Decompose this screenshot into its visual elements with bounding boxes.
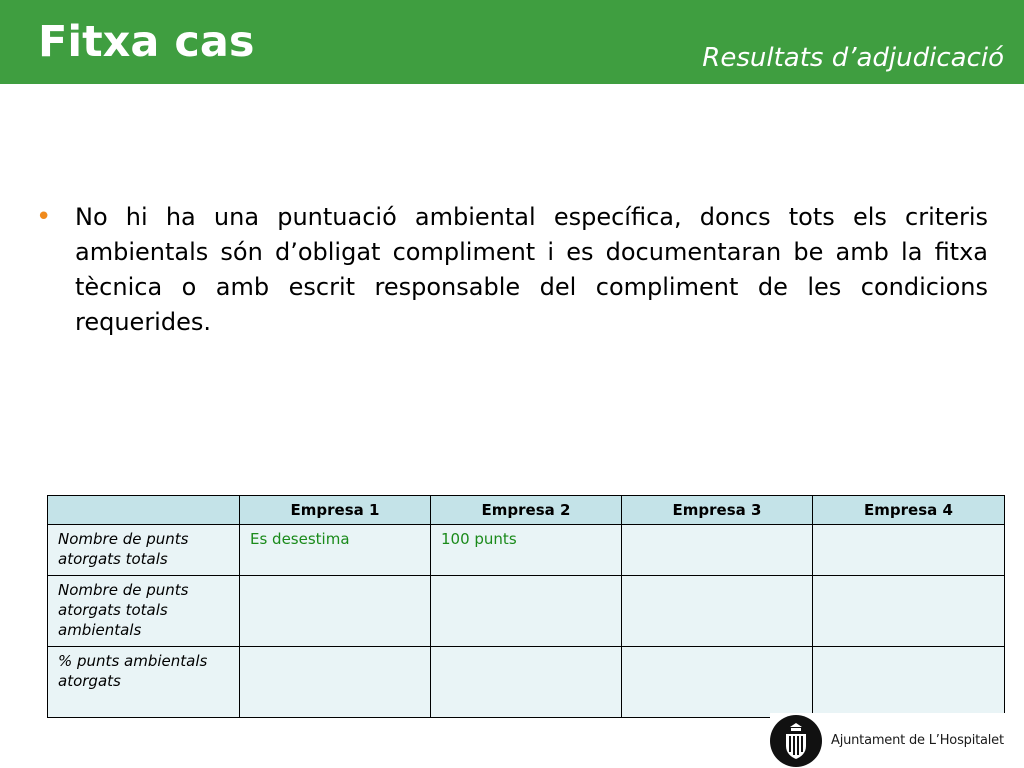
column-header: Empresa 2 [431, 496, 622, 525]
table-cell [813, 525, 1005, 576]
table-cell [813, 647, 1005, 718]
row-label: % punts ambientals atorgats [48, 647, 240, 718]
table-cell [813, 576, 1005, 647]
page-subtitle: Resultats d’adjudicació [702, 43, 1004, 73]
table-header-row [48, 496, 1005, 525]
table-cell [622, 525, 813, 576]
bullet-item [36, 200, 988, 340]
table-row [48, 647, 1005, 718]
table-cell [622, 647, 813, 718]
table-cell [431, 647, 622, 718]
council-name: Ajuntament de L’Hospitalet [831, 733, 1004, 748]
table-cell: 100 punts [431, 525, 622, 576]
results-table [47, 495, 1005, 718]
row-label: Nombre de punts atorgats totals [48, 525, 240, 576]
table-cell: Es desestima [240, 525, 431, 576]
table-cell [622, 576, 813, 647]
column-header: Empresa 1 [240, 496, 431, 525]
row-label: Nombre de punts atorgats totals ambientals [48, 576, 240, 647]
title-bar [0, 0, 1024, 84]
table-row [48, 576, 1005, 647]
column-header: Empresa 3 [622, 496, 813, 525]
column-header [48, 496, 240, 525]
bullet-text: No hi ha una puntuació ambiental específica, doncs tots els criteris ambientals són d’obligat compliment i es documentaran be amb la fitxa tècnica o amb escrit responsable del compliment de les condicions requerides. [75, 203, 988, 336]
table-cell [431, 576, 622, 647]
column-header: Empresa 4 [813, 496, 1005, 525]
page-title: Fitxa cas [38, 17, 255, 67]
table-cell [240, 576, 431, 647]
city-council-emblem-icon [770, 715, 822, 767]
bullet-marker: • [36, 202, 52, 232]
table-row [48, 525, 1005, 576]
table-cell [240, 647, 431, 718]
council-logo [770, 713, 1024, 768]
